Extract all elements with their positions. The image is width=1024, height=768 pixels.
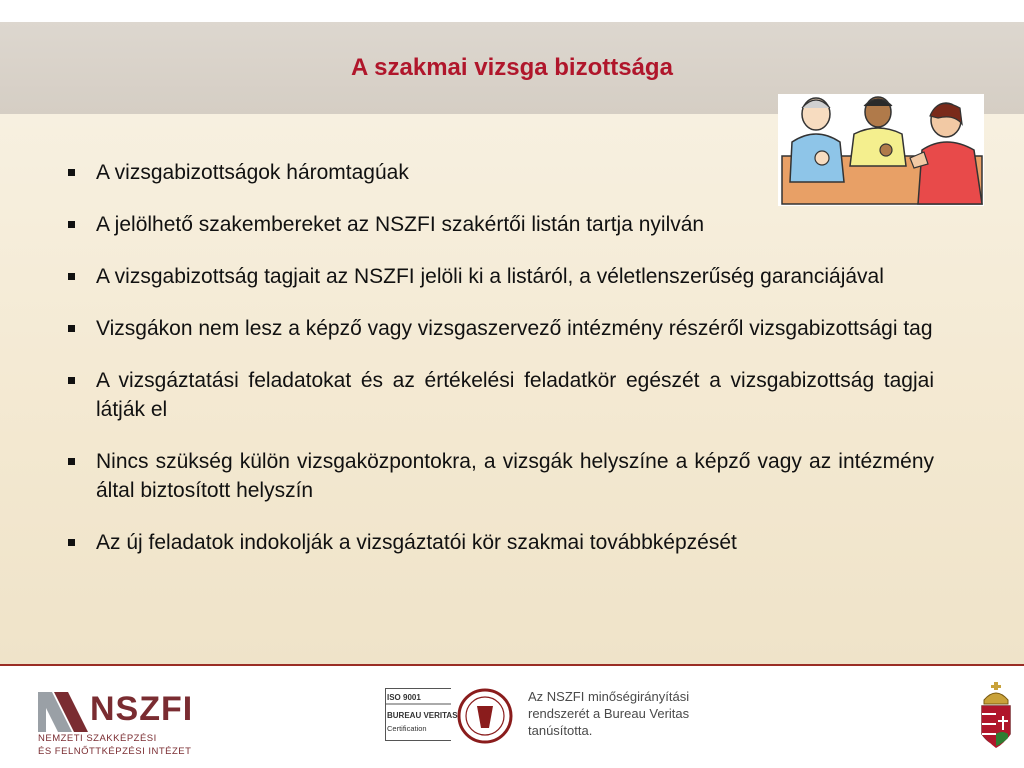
- footer: [0, 666, 1024, 768]
- slide-title: A szakmai vizsga bizottsága: [351, 54, 673, 81]
- nszfi-brand: NSZFI: [90, 690, 194, 728]
- bullet-list: [66, 158, 934, 580]
- bullet-text: A vizsgáztatási feladatokat és az értékelési feladatkör egészét a vizsgabizottság tagjai látják el: [96, 369, 934, 421]
- bullet-text: Az új feladatok indokolják a vizsgáztatói kör szakmai továbbképzését: [96, 531, 737, 554]
- bullet-marker: [68, 377, 75, 384]
- bullet-marker: [68, 273, 75, 280]
- bullet-item: [66, 210, 934, 239]
- nszfi-logo: [38, 688, 194, 758]
- certification-line: tanúsította.: [528, 723, 593, 738]
- iso-label: ISO 9001: [387, 693, 421, 702]
- bullet-text: Vizsgákon nem lesz a képző vagy vizsgaszervező intézmény részéről vizsgabizottsági tag: [96, 317, 933, 340]
- bullet-marker: [68, 539, 75, 546]
- nszfi-subtitle-2: ÉS FELNŐTTKÉPZÉSI INTÉZET: [38, 746, 192, 757]
- certification-line: Az NSZFI minőségirányítási: [528, 689, 690, 704]
- bureau-veritas-badge: [385, 688, 523, 746]
- bullet-marker: [68, 169, 75, 176]
- bullet-marker: [68, 221, 75, 228]
- bullet-item: [66, 366, 934, 424]
- hungarian-coat-of-arms-icon: [976, 678, 1016, 760]
- bullet-text: Nincs szükség külön vizsgaközpontokra, a vizsgák helyszíne a képző vagy az intézmény által biztosított helyszín: [96, 450, 934, 502]
- nszfi-subtitle-1: NEMZETI SZAKKÉPZÉSI: [38, 733, 157, 744]
- certification-line: rendszerét a Bureau Veritas: [528, 706, 690, 721]
- bullet-text: A jelölhető szakembereket az NSZFI szakértői listán tartja nyilván: [96, 213, 705, 236]
- bullet-item: [66, 262, 934, 291]
- bullet-text: A vizsgabizottságok háromtagúak: [96, 161, 409, 184]
- bullet-item: [66, 314, 934, 343]
- certification-text: [528, 688, 728, 739]
- bullet-text: A vizsgabizottság tagjait az NSZFI jelöli ki a listáról, a véletlenszerűség garanciájával: [96, 265, 884, 288]
- certification-label: Certification: [387, 724, 427, 733]
- bullet-item: [66, 528, 934, 557]
- bullet-marker: [68, 325, 75, 332]
- bullet-item: [66, 158, 934, 187]
- bullet-item: [66, 447, 934, 505]
- bureau-veritas-name: BUREAU VERITAS: [387, 711, 458, 720]
- nszfi-logo-icon: [38, 692, 90, 732]
- bullet-marker: [68, 458, 75, 465]
